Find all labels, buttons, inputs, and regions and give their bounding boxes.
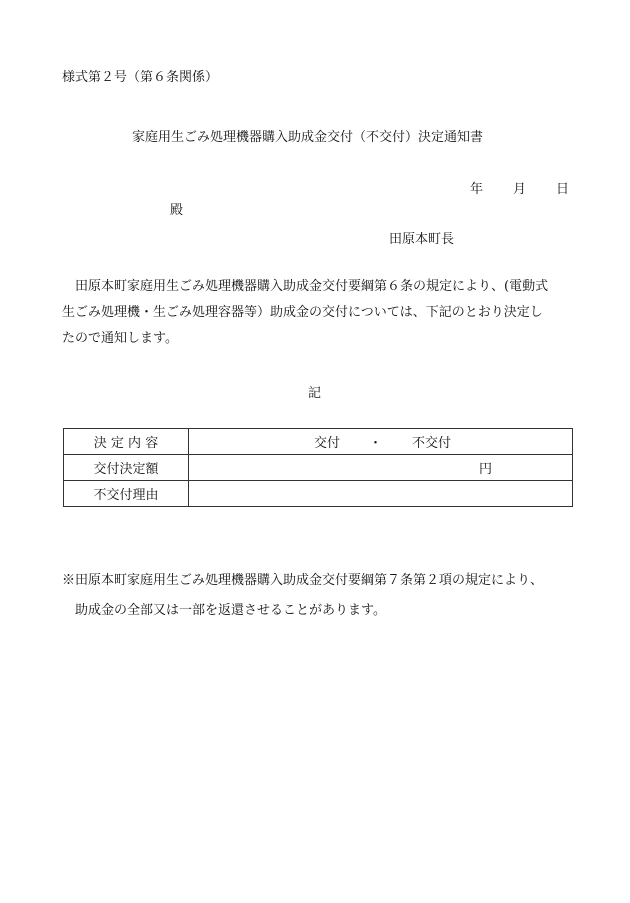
date-day-label: 日 xyxy=(556,182,570,197)
refund-note xyxy=(62,566,543,626)
decision-options xyxy=(189,429,573,455)
body-text xyxy=(62,274,572,352)
decision-label: 決 定 内 容 xyxy=(64,429,189,455)
form-number: 様式第２号（第６条関係） xyxy=(62,70,219,85)
body-line: 田原本町家庭用生ごみ処理機器購入助成金交付要綱第６条の規定により、(電動式 xyxy=(75,279,549,294)
option-no-grant: 不交付 xyxy=(412,436,452,451)
table-row-decision xyxy=(64,429,573,455)
decision-table xyxy=(63,428,573,507)
date-month-label: 月 xyxy=(513,182,527,197)
amount-label: 交付決定額 xyxy=(64,455,189,481)
note-line: 助成金の全部又は一部を返還させることがあります。 xyxy=(75,603,386,618)
addressee-suffix: 殿 xyxy=(170,203,184,218)
reason-label: 不交付理由 xyxy=(64,481,189,507)
amount-cell xyxy=(189,455,573,481)
document-title: 家庭用生ごみ処理機器購入助成金交付（不交付）決定通知書 xyxy=(132,130,484,145)
date-line xyxy=(470,178,569,197)
amount-unit: 円 xyxy=(479,462,493,477)
issuer-name: 田原本町長 xyxy=(389,232,455,247)
body-line: 生ごみ処理機・生ごみ処理容器等）助成金の交付については、下記のとおり決定し xyxy=(62,305,543,320)
note-line: ※田原本町家庭用生ごみ処理機器購入助成金交付要綱第７条第２項の規定により、 xyxy=(62,573,544,588)
date-year-label: 年 xyxy=(470,182,484,197)
table-row-reason xyxy=(64,481,573,507)
option-grant: 交付 xyxy=(314,436,341,451)
option-separator: ・ xyxy=(369,436,383,451)
table-row-amount xyxy=(64,455,573,481)
reason-value xyxy=(189,481,573,507)
record-heading: 記 xyxy=(308,386,322,401)
body-line: たので通知します。 xyxy=(62,331,178,346)
